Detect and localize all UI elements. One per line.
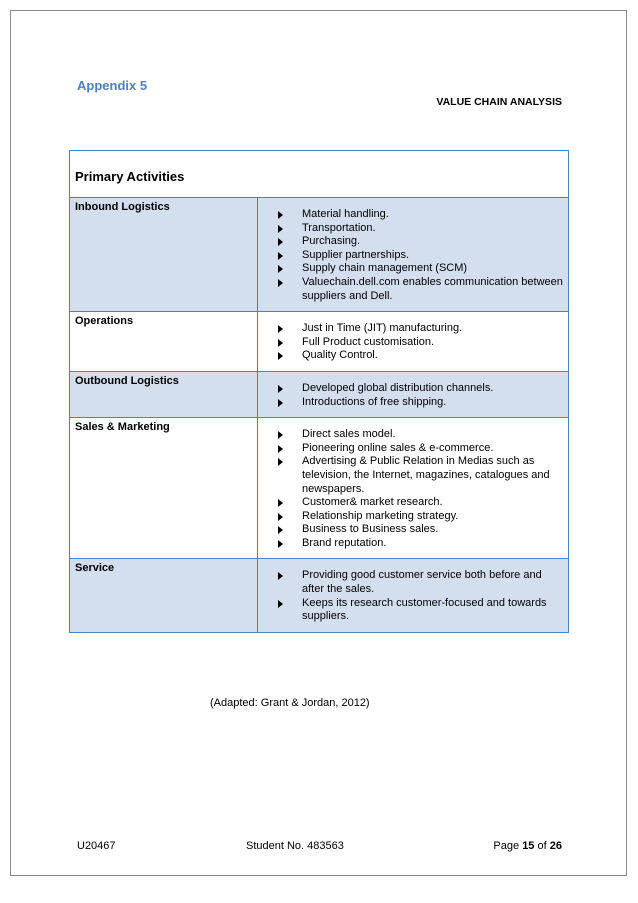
list-item: Purchasing. xyxy=(278,235,564,249)
list-item: Relationship marketing strategy. xyxy=(278,510,564,524)
row-label: Service xyxy=(70,559,258,632)
bullet-arrow-icon xyxy=(278,265,283,273)
bullet-arrow-icon xyxy=(278,445,283,453)
list-item: Pioneering online sales & e-commerce. xyxy=(278,442,564,456)
bullet-arrow-icon xyxy=(278,252,283,260)
bullet-arrow-icon xyxy=(278,385,283,393)
list-item: Brand reputation. xyxy=(278,537,564,551)
list-item: Full Product customisation. xyxy=(278,336,564,350)
list-item: Business to Business sales. xyxy=(278,523,564,537)
appendix-heading: Appendix 5 xyxy=(77,78,148,93)
document-title: VALUE CHAIN ANALYSIS xyxy=(436,96,562,108)
table-row xyxy=(70,312,569,372)
row-items xyxy=(258,312,569,372)
bullet-arrow-icon xyxy=(278,600,283,608)
footer-code: U20467 xyxy=(77,840,116,852)
bullet-arrow-icon xyxy=(278,325,283,333)
table-heading: Primary Activities xyxy=(70,151,569,198)
list-item: Direct sales model. xyxy=(278,428,564,442)
bullet-arrow-icon xyxy=(278,540,283,548)
bullet-arrow-icon xyxy=(278,572,283,580)
row-label: Inbound Logistics xyxy=(70,198,258,312)
list-item: Just in Time (JIT) manufacturing. xyxy=(278,322,564,336)
bullet-arrow-icon xyxy=(278,352,283,360)
bullet-arrow-icon xyxy=(278,238,283,246)
list-item: Introductions of free shipping. xyxy=(278,396,564,410)
table-row xyxy=(70,198,569,312)
bullet-arrow-icon xyxy=(278,399,283,407)
list-item: Supplier partnerships. xyxy=(278,249,564,263)
footer-page-number: Page 15 of 26 xyxy=(493,840,562,852)
row-label: Operations xyxy=(70,312,258,372)
table-caption: (Adapted: Grant & Jordan, 2012) xyxy=(210,697,370,709)
bullet-arrow-icon xyxy=(278,513,283,521)
list-item: Quality Control. xyxy=(278,349,564,363)
table-row xyxy=(70,371,569,417)
list-item: Advertising & Public Relation in Medias such as television, the Internet, magazines, catalogues and newspapers. xyxy=(278,455,564,496)
bullet-arrow-icon xyxy=(278,279,283,287)
bullet-arrow-icon xyxy=(278,499,283,507)
list-item: Supply chain management (SCM) xyxy=(278,262,564,276)
list-item: Material handling. xyxy=(278,208,564,222)
row-items xyxy=(258,198,569,312)
list-item: Customer& market research. xyxy=(278,496,564,510)
table-row xyxy=(70,559,569,632)
list-item: Transportation. xyxy=(278,222,564,236)
bullet-arrow-icon xyxy=(278,431,283,439)
table-row xyxy=(70,418,569,559)
row-items xyxy=(258,418,569,559)
bullet-arrow-icon xyxy=(278,526,283,534)
value-chain-table xyxy=(69,150,569,633)
list-item: Keeps its research customer-focused and towards suppliers. xyxy=(278,597,564,624)
row-label: Sales & Marketing xyxy=(70,418,258,559)
bullet-arrow-icon xyxy=(278,458,283,466)
list-item: Developed global distribution channels. xyxy=(278,382,564,396)
row-items xyxy=(258,371,569,417)
footer-student-number: Student No. 483563 xyxy=(246,840,344,852)
row-label: Outbound Logistics xyxy=(70,371,258,417)
list-item: Providing good customer service both before and after the sales. xyxy=(278,569,564,596)
row-items xyxy=(258,559,569,632)
list-item: Valuechain.dell.com enables communication between suppliers and Dell. xyxy=(278,276,564,303)
bullet-arrow-icon xyxy=(278,339,283,347)
bullet-arrow-icon xyxy=(278,225,283,233)
bullet-arrow-icon xyxy=(278,211,283,219)
